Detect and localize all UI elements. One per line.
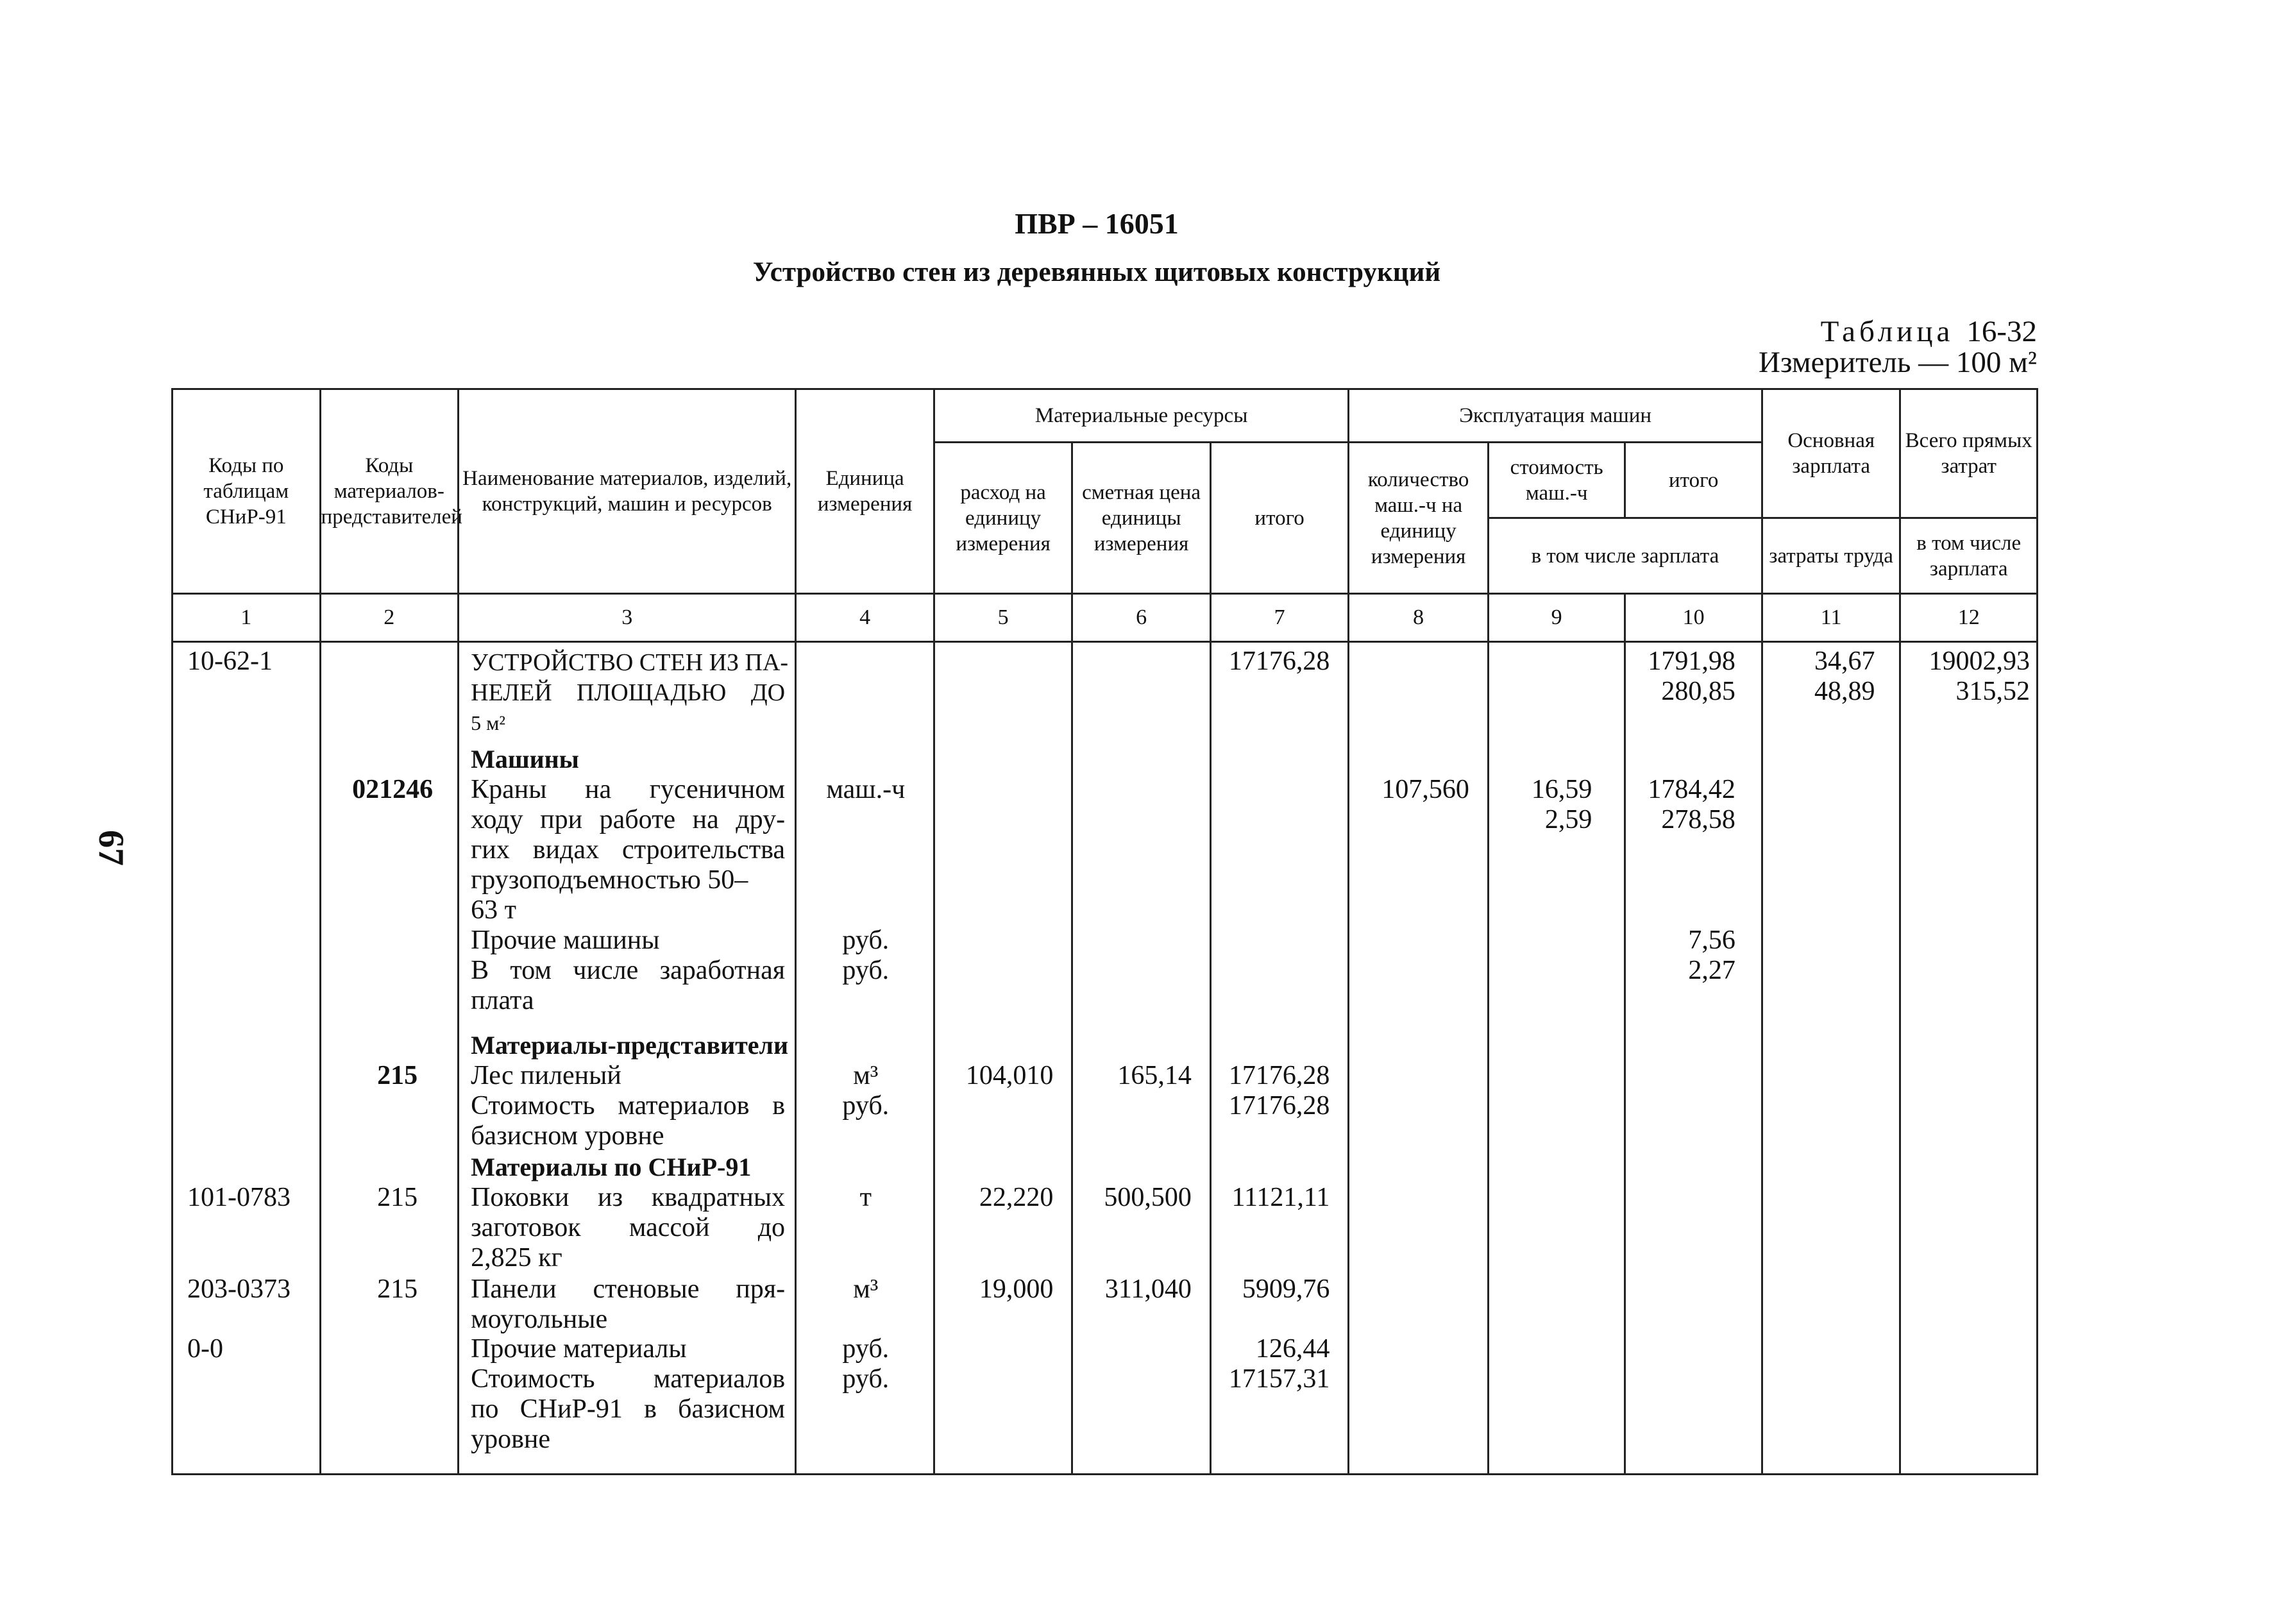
col-snir-codes — [173, 642, 321, 1475]
table-label-word: Таблица — [1820, 315, 1954, 348]
lumber-qty: 104,010 — [965, 1061, 1054, 1090]
column-number: 12 — [1900, 594, 2038, 642]
lumber-unit: м³ — [853, 1061, 879, 1090]
crane-name: ходу при работе на дру- — [471, 805, 786, 834]
incl-wage-name: плата — [471, 986, 534, 1015]
header-material-resources: Материальные ресурсы — [934, 389, 1349, 443]
crane-unit: маш.-ч — [826, 775, 906, 804]
snir-cost-name: уровне — [471, 1425, 551, 1454]
header-unit: Единица измерения — [796, 389, 934, 594]
header-machine-hours: количество маш.-ч на единицу измерения — [1349, 443, 1489, 594]
crane-total: 1784,42 — [1648, 775, 1735, 804]
column-number: 10 — [1625, 594, 1762, 642]
column-number: 7 — [1210, 594, 1349, 642]
column-number: 9 — [1488, 594, 1625, 642]
lumber-price: 165,14 — [1117, 1061, 1192, 1090]
panels-name: Панели стеновые пря- — [471, 1274, 786, 1304]
panels-total: 5909,76 — [1242, 1274, 1330, 1304]
snir-cost-name: по СНиР-91 в базисном — [471, 1394, 786, 1424]
header-machine-hour-cost: стоимость маш.-ч — [1488, 443, 1625, 518]
forgings-code: 101-0783 — [187, 1183, 291, 1212]
forgings-total: 11121,11 — [1231, 1183, 1330, 1212]
representative-materials-title: Материалы-представители — [471, 1031, 789, 1060]
header-codes-representatives: Коды материалов-представителей — [320, 389, 459, 594]
header-machine-operation: Эксплуатация машин — [1349, 389, 1762, 443]
header-consumption: расход на единицу измерения — [934, 443, 1072, 594]
column-number: 1 — [173, 594, 321, 642]
other-machines-unit: руб. — [842, 926, 890, 955]
other-materials-total: 126,44 — [1255, 1334, 1330, 1364]
col-unit-price — [1072, 642, 1211, 1475]
col-total-direct — [1900, 642, 2038, 1475]
column-number: 4 — [796, 594, 934, 642]
main-work-name: НЕЛЕЙ ПЛОЩАДЬЮ ДО — [471, 679, 786, 706]
forgings-name: заготовок массой до — [471, 1213, 786, 1242]
header-unit-price: сметная цена единицы измерения — [1072, 443, 1211, 594]
panels-qty: 19,000 — [979, 1274, 1054, 1304]
column-number: 11 — [1762, 594, 1900, 642]
other-machines-total: 7,56 — [1688, 926, 1735, 955]
incl-wage-unit: руб. — [842, 956, 890, 985]
forgings-rep-code: 215 — [377, 1183, 418, 1212]
panels-name: моугольные — [471, 1305, 608, 1334]
forgings-price: 500,500 — [1104, 1183, 1192, 1212]
main-labor-costs: 48,89 — [1814, 677, 1875, 706]
base-cost-total: 17176,28 — [1228, 1091, 1330, 1121]
col-materials-total — [1210, 642, 1349, 1475]
main-machines-total: 1791,98 — [1648, 647, 1735, 676]
crane-name: Краны на гусеничном — [471, 775, 786, 804]
forgings-name: 2,825 кг — [471, 1243, 562, 1273]
crane-total-wage: 278,58 — [1661, 805, 1735, 834]
other-materials-name: Прочие материалы — [471, 1334, 687, 1364]
main-machines-wage: 280,85 — [1661, 677, 1735, 706]
main-direct-wage: 315,52 — [1955, 677, 2030, 706]
incl-wage-name: В том числе заработная — [471, 956, 786, 985]
header-codes-snir: Коды по таблицам СНиР-91 — [173, 389, 321, 594]
document-title: Устройство стен из деревянных щитовых конструкций — [752, 257, 1441, 287]
column-number: 2 — [320, 594, 459, 642]
other-materials-unit: руб. — [842, 1334, 890, 1364]
other-machines-name: Прочие машины — [471, 926, 660, 955]
panels-unit: м³ — [853, 1274, 879, 1304]
measure-unit: Измеритель — 100 м² — [1759, 346, 2037, 379]
panels-price: 311,040 — [1104, 1274, 1192, 1304]
panels-code: 203-0373 — [187, 1274, 291, 1304]
main-base-wage: 34,67 — [1814, 647, 1875, 676]
header-materials-total: итого — [1210, 443, 1349, 594]
crane-code: 021246 — [352, 775, 434, 804]
header-labor-costs: затраты труда — [1762, 518, 1900, 594]
lumber-total: 17176,28 — [1228, 1061, 1330, 1090]
snir-cost-name: Стоимость материалов — [471, 1364, 786, 1394]
col-names — [459, 642, 796, 1475]
header-base-wage: Основная зарплата — [1762, 389, 1900, 518]
snir-materials-title: Материалы по СНиР-91 — [471, 1153, 752, 1181]
header-direct-incl-wages: в том числе зарплата — [1900, 518, 2038, 594]
col-base-wage — [1762, 642, 1900, 1475]
snir-cost-unit: руб. — [842, 1364, 890, 1394]
col-machine-hour-cost — [1488, 642, 1625, 1475]
forgings-qty: 22,220 — [979, 1183, 1054, 1212]
crane-cost: 16,59 — [1531, 775, 1592, 804]
col-consumption — [934, 642, 1072, 1475]
column-number: 8 — [1349, 594, 1489, 642]
lumber-code: 215 — [377, 1061, 418, 1090]
col-machines-total — [1625, 642, 1762, 1475]
header-incl-wages: в том числе зарплата — [1488, 518, 1762, 594]
table-label — [1821, 314, 2037, 349]
incl-wage-total: 2,27 — [1688, 956, 1735, 985]
header-total-direct: Всего прямых затрат — [1900, 389, 2038, 518]
base-cost-name: базисном уровне — [471, 1121, 664, 1151]
col-machine-hours — [1349, 642, 1489, 1475]
crane-name: 63 т — [471, 895, 516, 925]
document-code: ПВР – 16051 — [1015, 207, 1179, 240]
panels-rep-code: 215 — [377, 1274, 418, 1304]
crane-name: гих видах строительства — [471, 835, 786, 865]
main-work-name: УСТРОЙСТВО СТЕН ИЗ ПА- — [471, 649, 789, 676]
column-number: 3 — [459, 594, 796, 642]
lumber-name: Лес пиленый — [471, 1061, 621, 1090]
main-direct-costs: 19002,93 — [1929, 647, 2030, 676]
machines-section-title: Машины — [471, 745, 579, 774]
col-units — [796, 642, 934, 1475]
main-materials-total: 17176,28 — [1228, 647, 1330, 676]
crane-cost-wage: 2,59 — [1544, 805, 1592, 834]
snir-cost-total: 17157,31 — [1228, 1364, 1330, 1394]
header-name: Наименование материалов, изделий, конструкций, машин и ресурсов — [459, 389, 796, 594]
col-representative-codes — [320, 642, 459, 1475]
column-number: 5 — [934, 594, 1072, 642]
column-number: 6 — [1072, 594, 1211, 642]
header-machines-total: итого — [1625, 443, 1762, 518]
main-code: 10-62-1 — [187, 647, 273, 676]
base-cost-unit: руб. — [842, 1091, 890, 1121]
base-cost-name: Стоимость материалов в — [471, 1091, 786, 1121]
main-work-name: 5 м² — [471, 711, 505, 734]
crane-qty: 107,560 — [1381, 775, 1469, 804]
other-materials-code: 0-0 — [187, 1334, 223, 1364]
crane-name: грузоподъемностью 50– — [471, 865, 748, 895]
page-number: 67 — [91, 830, 131, 866]
resource-table — [171, 388, 2038, 1475]
forgings-name: Поковки из квадратных — [471, 1183, 786, 1212]
table-number: 16-32 — [1966, 315, 2037, 348]
forgings-unit: т — [859, 1183, 872, 1212]
